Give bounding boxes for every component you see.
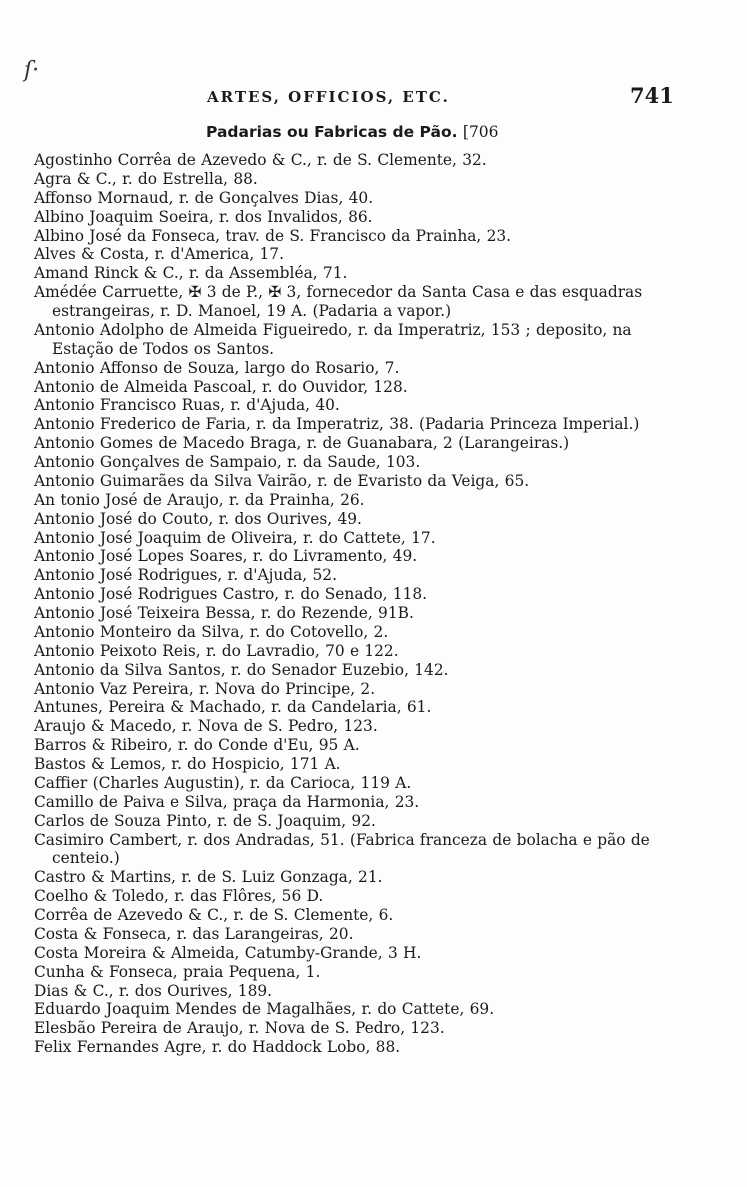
list-item: Amédée Carruette, ✠ 3 de P., ✠ 3, fornecedor da Santa Casa e das esquadras estrangeiras, r. D. Manoel, 19 A. (Padaria a vapor.) [34, 283, 643, 320]
list-item: Bastos & Lemos, r. do Hospicio, 171 A. [34, 755, 341, 773]
list-item: Antonio José Lopes Soares, r. do Livramento, 49. [34, 547, 418, 566]
list-item: Antonio Guimarães da Silva Vairão, r. de Evaristo da Veiga, 65. [34, 471, 530, 490]
list-item: Antonio de Almeida Pascoal, r. do Ouvidor, 128. [34, 377, 408, 396]
list-item: Antonio Monteiro da Silva, r. do Cotovello, 2. [34, 622, 389, 641]
list-item: Antonio Vaz Pereira, r. Nova do Principe, 2. [34, 679, 376, 698]
list-item: Eduardo Joaquim Mendes de Magalhães, r. do Cattete, 69. [34, 1000, 495, 1019]
list-item: Casimiro Cambert, r. dos Andradas, 51. (Fabrica franceza de bolacha e pão de centeio.) [34, 830, 650, 868]
list-item: Antonio José Rodrigues Castro, r. do Senado, 118. [34, 585, 428, 604]
list-item: Felix Fernandes Agre, r. do Haddock Lobo, 88. [34, 1038, 401, 1057]
list-item: Antonio Gomes de Macedo Braga, r. de Guanabara, 2 (Larangeiras.) [34, 434, 570, 453]
list-item: Antonio Peixoto Reis, r. do Lavradio, 70 e 122. [34, 641, 399, 660]
list-item: Antonio da Silva Santos, r. do Senador Euzebio, 142. [34, 660, 449, 679]
list-item: Castro & Martins, r. de S. Luiz Gonzaga, 21. [34, 868, 383, 887]
list-item: Antonio Gonçalves de Sampaio, r. da Saude, 103. [34, 453, 421, 471]
list-item: Antonio Affonso de Souza, largo do Rosario, 7. [34, 358, 400, 377]
list-item: Cunha & Fonseca, praia Pequena, 1. [34, 962, 321, 981]
list-item: Antonio José Rodrigues, r. d'Ajuda, 52. [34, 566, 337, 585]
list-item: Barros & Ribeiro, r. do Conde d'Eu, 95 A. [34, 736, 360, 755]
list-item: Antonio Frederico de Faria, r. da Imperatriz, 38. (Padaria Princeza Imperial.) [34, 415, 640, 434]
list-item: Antonio José Teixeira Bessa, r. do Rezende, 91B. [34, 604, 414, 622]
page-number: 741 [630, 83, 674, 108]
list-item: Antunes, Pereira & Machado, r. da Candelaria, 61. [34, 698, 432, 717]
list-item: Coelho & Toledo, r. das Flôres, 56 D. [34, 887, 324, 906]
list-item: Dias & C., r. dos Ourives, 189. [34, 981, 273, 1000]
section-ref: [706 [462, 123, 499, 141]
list-item: Costa & Fonseca, r. das Larangeiras, 20. [34, 924, 354, 943]
margin-mark: ſ· [24, 58, 40, 83]
list-item: Affonso Mornaud, r. de Gonçalves Dias, 40. [34, 188, 374, 207]
list-item: Araujo & Macedo, r. Nova de S. Pedro, 123. [34, 717, 378, 736]
list-item: Costa Moreira & Almeida, Catumby-Grande, 3 H. [34, 943, 422, 962]
list-item: Amand Rinck & C., r. da Assembléa, 71. [34, 264, 348, 283]
list-item: Agostinho Corrêa de Azevedo & C., r. de S. Clemente, 32. [34, 151, 487, 169]
list-item: Carlos de Souza Pinto, r. de S. Joaquim, 92. [34, 811, 376, 830]
list-item: Caffier (Charles Augustin), r. da Carioca, 119 A. [34, 773, 412, 792]
entry-list [34, 151, 684, 1057]
list-item: Camillo de Paiva e Silva, praça da Harmonia, 23. [34, 792, 420, 811]
list-item: Albino José da Fonseca, trav. de S. Francisco da Prainha, 23. [34, 226, 512, 245]
list-item: Antonio Adolpho de Almeida Figueiredo, r. da Imperatriz, 153 ; deposito, na Estação de Todos os Santos. [34, 320, 632, 358]
list-item: An tonio José de Araujo, r. da Prainha, 26. [34, 490, 365, 509]
list-item: Alves & Costa, r. d'America, 17. [34, 245, 284, 264]
running-title: ARTES, OFFICIOS, ETC. [207, 88, 450, 106]
list-item: Antonio José Joaquim de Oliveira, r. do Cattete, 17. [34, 528, 436, 547]
section-heading [206, 123, 499, 141]
section-title: Padarias ou Fabricas de Pão. [206, 123, 458, 141]
list-item: Albino Joaquim Soeira, r. dos Invalidos, 86. [34, 207, 373, 226]
list-item: Antonio Francisco Ruas, r. d'Ajuda, 40. [34, 396, 340, 415]
list-item: Agra & C., r. do Estrella, 88. [34, 169, 258, 188]
list-item: Corrêa de Azevedo & C., r. de S. Clemente, 6. [34, 906, 394, 924]
list-item: Antonio José do Couto, r. dos Ourives, 49. [34, 509, 362, 528]
list-item: Elesbão Pereira de Araujo, r. Nova de S. Pedro, 123. [34, 1019, 445, 1038]
